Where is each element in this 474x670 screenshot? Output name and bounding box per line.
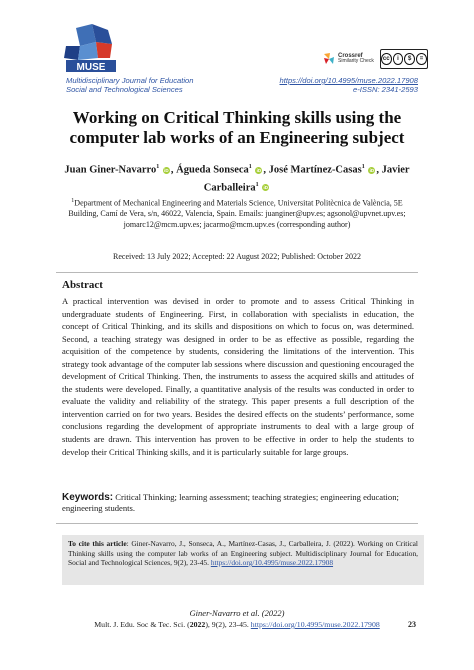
- crossref-badge[interactable]: [322, 52, 374, 66]
- journal-name-line2: Social and Technological Sciences: [66, 85, 183, 94]
- footer-reference: [0, 620, 474, 629]
- divider: [56, 272, 418, 273]
- eissn: e-ISSN: 2341-2593: [352, 85, 418, 94]
- journal-name-line1: Multidisciplinary Journal for Education: [66, 76, 194, 85]
- footer-year: 2022: [189, 620, 206, 629]
- cite-text: : Giner-Navarro, J., Sonseca, A., Martínez-Casas, J., Carballeira, J. (2022). Working on Critical Thinking skills using the computer lab works of an Engineering subject. Multidisciplinary Journal for Education, Social and Technological Sciences, 9(2), 23-45.: [68, 539, 418, 567]
- footer-ref-post: ), 9(2), 23-45.: [205, 620, 251, 629]
- badges: [322, 49, 428, 69]
- author-name: Águeda Sonseca: [176, 164, 249, 176]
- keywords: [62, 492, 414, 514]
- article-identifiers: [280, 76, 418, 94]
- journal-logo: [62, 24, 124, 76]
- crossref-sublabel: Similarity Check: [338, 58, 374, 64]
- affiliation-sup: 1: [71, 198, 75, 204]
- author-name: Juan Giner-Navarro: [64, 164, 157, 176]
- abstract-text: A practical intervention was devised in order to promote and to assess Critical Thinking in undergraduate students of Engineering. First, in collaboration with specialists in education, the concept of Critical Thinking, and its skills and dispositions on which to focus on, was determined. Second, a teaching strategy was designed in order to be as effective as possible, regarding the acquisition of the competence by students, considering the limitations of the intervention. This strategy took advantage of the computer lab sessions where discussion and questioning encouraged the development of Critical Thinking. Then, the instruments to assess the acquired skills and attitudes of the students were developed. Finally, a quantitative analysis of the results was conducted in order to evaluate the validity and reliability of the strategy. This paper presents a full description of the intervention carried on for two years. Besides the desired effects on the students’ performance, some conclusions regarding the development of appropriate instruments to deal with a large group of students are drawn. This intervention has proven to be effective in order to help the students to develop their Critical Thinking skills, and it is particularly suitable for large groups.: [62, 296, 414, 457]
- header-doi-link[interactable]: https://doi.org/10.4995/muse.2022.17908: [279, 76, 418, 85]
- footer-doi-link[interactable]: https://doi.org/10.4995/muse.2022.17908: [250, 620, 380, 629]
- journal-name: [66, 76, 193, 94]
- attribution-icon: i: [393, 53, 404, 65]
- keywords-label: Keywords:: [62, 492, 114, 503]
- creative-commons-icon: cc: [381, 53, 392, 65]
- footer-authors: Giner-Navarro et al. (2022): [189, 608, 285, 618]
- author-name: Javier Carballeira: [203, 164, 410, 193]
- orcid-icon[interactable]: iD: [164, 167, 169, 173]
- cite-doi-link[interactable]: https://doi.org/10.4995/muse.2022.17908: [210, 558, 334, 567]
- crossref-icon: [322, 52, 336, 66]
- orcid-icon[interactable]: iD: [369, 167, 375, 173]
- article-title: Working on Critical Thinking skills using the computer lab works of an Engineering subject: [69, 108, 405, 147]
- affiliation-text: Department of Mechanical Engineering and Materials Science, Universitat Politècnica de València, 5E Building, Camí de Vera, s/n, 46022, Valencia, Spain. Emails: juanginer@upv.es; agsonol@upvnet.upv.es; jomarc12@mcm.upv.es; jacarmo@mcm.upv.es (corresponding author): [68, 198, 406, 229]
- crossref-label: Crossref: [338, 53, 363, 59]
- author-sup: 1: [361, 164, 365, 170]
- author-sup: 1: [255, 181, 259, 188]
- keywords-text: Critical Thinking; learning assessment; teaching strategies; engineering education; engineering students.: [62, 492, 399, 513]
- author-sup: 1: [156, 164, 160, 170]
- author-name: José Martínez-Casas: [268, 164, 362, 176]
- received-dates: Received: 13 July 2022; Accepted: 22 August 2022; Published: October 2022: [113, 252, 361, 261]
- divider: [56, 523, 418, 524]
- orcid-icon[interactable]: iD: [263, 185, 269, 190]
- noderivatives-icon: =: [416, 53, 427, 65]
- abstract-heading: Abstract: [62, 279, 103, 291]
- citation-box: [62, 535, 424, 585]
- license-badge[interactable]: [380, 49, 428, 69]
- cite-label: To cite this article: [68, 539, 127, 548]
- logo-text: MUSE: [76, 62, 106, 73]
- footer-ref-pre: Mult. J. Edu. Soc & Tec. Sci. (: [94, 620, 190, 629]
- orcid-icon[interactable]: iD: [256, 167, 262, 173]
- author-list: Juan Giner-Navarro$^1$ iD , Águeda Sonseca$^1$ iD , José Martínez-Casas$^1$ iD , Javier Carballeira$^1$ iD: [64, 164, 410, 193]
- page-number: 23: [408, 620, 416, 629]
- affiliation: [64, 196, 410, 230]
- noncommercial-icon: $: [404, 53, 415, 65]
- author-sup: 1: [248, 164, 252, 170]
